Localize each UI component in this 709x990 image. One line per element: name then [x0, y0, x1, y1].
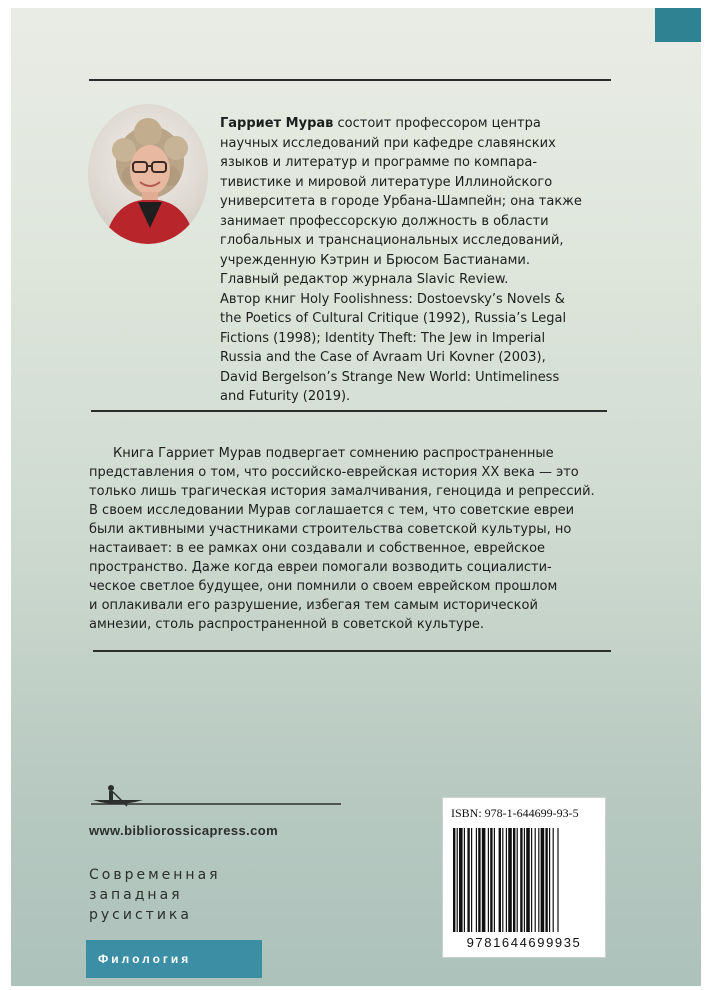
- isbn-barcode: [442, 797, 606, 958]
- divider-top: [89, 79, 611, 81]
- bio-line: состоит профессором центра: [333, 116, 541, 131]
- description-line: амнезии, столь распространенной в советской культуре.: [89, 617, 484, 632]
- description-line: настаивает: в ее рамках они создавали и собственное, еврейское: [89, 541, 546, 556]
- bio-line: научных исследований при кафедре славянских: [220, 135, 556, 151]
- description-line: пространство. Даже когда евреи помогали возводить социалисти-: [89, 560, 552, 575]
- barcode-bars-icon: [453, 828, 595, 932]
- author-name: Гарриет Мурав: [220, 116, 334, 131]
- corner-accent-tab: [655, 8, 701, 42]
- publisher-boat-logo-icon: [91, 782, 341, 812]
- ean-number: 9781644699935: [466, 935, 582, 950]
- bio-line: and Futurity (2019).: [220, 389, 351, 404]
- bio-line: David Bergelson’s Strange New World: Untimeliness: [220, 369, 560, 385]
- bio-line: Russia and the Case of Avraam Uri Kovner (2003),: [220, 350, 546, 365]
- description-line: и оплакивали его разрушение, избегая тем самым исторической: [89, 598, 538, 613]
- series-line: русистика: [89, 907, 192, 923]
- bio-line: Автор книг Holy Foolishness: Dostoevsky’s Novels &: [220, 291, 565, 307]
- publisher-url: www.bibliorossicapress.com: [89, 823, 279, 838]
- bio-line: занимает профессорскую должность в области: [220, 213, 549, 229]
- bio-line: языков и литератур и программе по компара-: [220, 155, 538, 170]
- description-line: Книга Гарриет Мурав подвергает сомнению распространенные: [113, 446, 554, 461]
- bio-line: Главный редактор журнала Slavic Review.: [220, 272, 509, 287]
- description-line: были активными участниками строительства советской культуры, но: [89, 522, 572, 537]
- bio-line: учрежденную Кэтрин и Брюсом Бастианами.: [220, 252, 530, 268]
- description-line: ческое светлое будущее, они помнили о своем еврейском прошлом: [89, 579, 558, 594]
- book-description: [89, 444, 617, 634]
- divider-bottom: [93, 650, 611, 652]
- bio-line: тивистике и мировой литературе Иллинойского: [220, 174, 553, 190]
- bio-line: глобальных и транснациональных исследований,: [220, 233, 564, 248]
- isbn-label: ISBN: 978-1-644699-93-5: [451, 806, 579, 820]
- divider-middle: [91, 410, 607, 412]
- series-line: Современная: [89, 867, 221, 883]
- description-line: В своем исследовании Мурав соглашается с тем, что советские евреи: [89, 503, 575, 518]
- description-line: только лишь трагическая история замалчивания, геноцида и репрессий.: [89, 484, 595, 499]
- bio-line: the Poetics of Cultural Critique (1992), Russia’s Legal: [220, 311, 567, 326]
- bio-line: университета в городе Урбана-Шампейн; она также: [220, 194, 582, 209]
- series-line: западная: [89, 887, 183, 903]
- description-line: представления о том, что российско-еврейская история XX века — это: [89, 465, 579, 480]
- bio-line: Fictions (1998); Identity Theft: The Jew in Imperial: [220, 330, 546, 346]
- book-back-cover: [11, 8, 701, 986]
- author-portrait-illustration: [88, 104, 208, 244]
- author-photo: [88, 104, 208, 244]
- author-bio: [220, 114, 620, 407]
- genre-badge: Филология: [86, 940, 262, 978]
- series-name: [89, 865, 221, 925]
